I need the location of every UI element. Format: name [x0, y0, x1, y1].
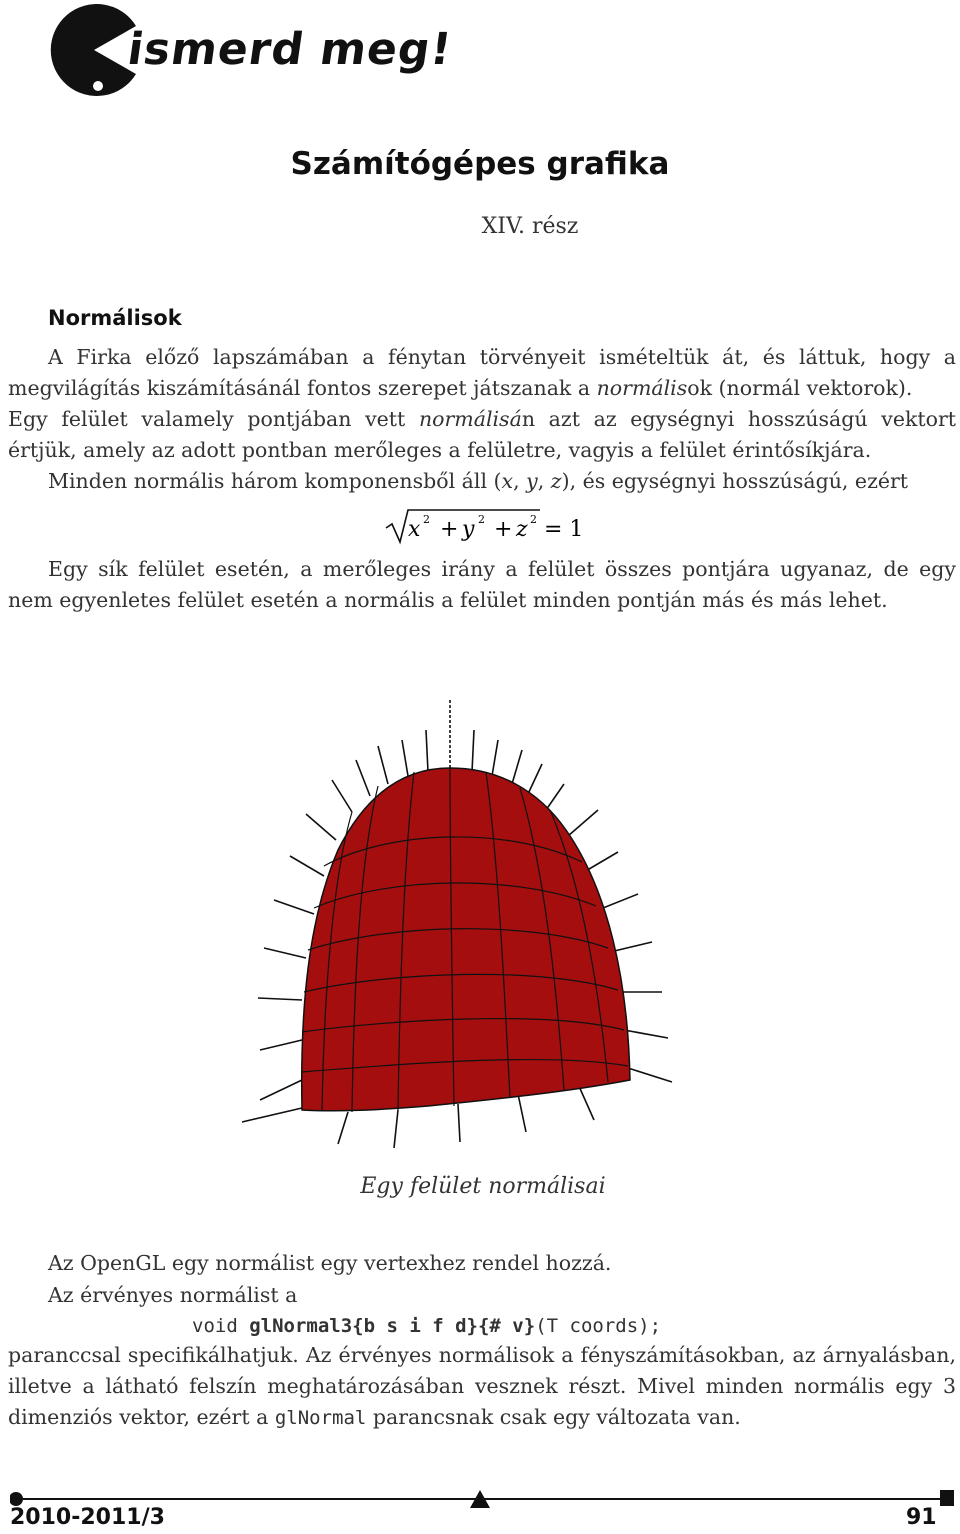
article-title: Számítógépes grafika — [290, 146, 670, 182]
formula-exp-1: 2 — [423, 513, 430, 526]
formula-x: x — [408, 517, 421, 542]
footer-circle-icon — [10, 1492, 23, 1506]
unit-length-formula — [384, 506, 604, 546]
formula-plus-2: + — [494, 517, 513, 542]
formula-equals-one: = 1 — [544, 517, 584, 542]
paragraph-1: A Firka előző lapszámában a fénytan törvényeit ismételtük át, és láttuk, hogy a megvilágítás kiszámításánál fontos szerepet játszanak a normálisok (normál vektorok). — [8, 345, 956, 400]
footer-square-icon — [940, 1490, 954, 1506]
formula-exp-3: 2 — [530, 513, 537, 526]
paragraph-5: Az OpenGL egy normálist egy vertexhez rendel hozzá. — [48, 1251, 612, 1275]
formula-plus-1: + — [440, 517, 459, 542]
section-heading: Normálisok — [48, 306, 182, 330]
article-subtitle: XIV. rész — [481, 214, 579, 239]
footer-page-number: 91 — [906, 1505, 937, 1530]
footer-issue: 2010-2011/3 — [10, 1505, 165, 1530]
paragraph-3: Minden normális három komponensből áll (x, y, z), és egységnyi hosszúságú, ezért — [48, 469, 909, 493]
logo-pacman-icon — [48, 4, 140, 96]
paragraph-6: Az érvényes normálist a — [48, 1283, 298, 1307]
code-line: void glNormal3{b s i f d}{# v}(T coords); — [192, 1315, 662, 1337]
figure-caption: Egy felület normálisai — [360, 1174, 606, 1199]
surface-normals-figure — [228, 680, 698, 1150]
formula-y: y — [462, 517, 475, 542]
formula-exp-2: 2 — [478, 513, 485, 526]
paragraph-2: Egy felület valamely pontjában vett normálisán azt az egységnyi hosszúságú vektort értjük, amely az adott pontban merőleges a felületre, vagyis a felület érintősíkjára. — [8, 407, 956, 462]
formula-z: z — [516, 517, 528, 542]
logo-text: ismerd meg! — [124, 24, 456, 75]
paragraph-7: paranccsal specifikálhatjuk. Az érvényes normálisok a fényszámításokban, az árnyalásban, illetve a látható felszín meghatározásában vesznek részt. Mivel minden normális egy 3 dimenziós vektor, ezért a glNormal parancsnak csak egy változata van. — [8, 1343, 956, 1429]
paragraph-4: Egy sík felület esetén, a merőleges irány a felület összes pontjára ugyanaz, de egy nem egyenletes felület esetén a normális a felület minden pontján más és más lehet. — [8, 557, 956, 612]
